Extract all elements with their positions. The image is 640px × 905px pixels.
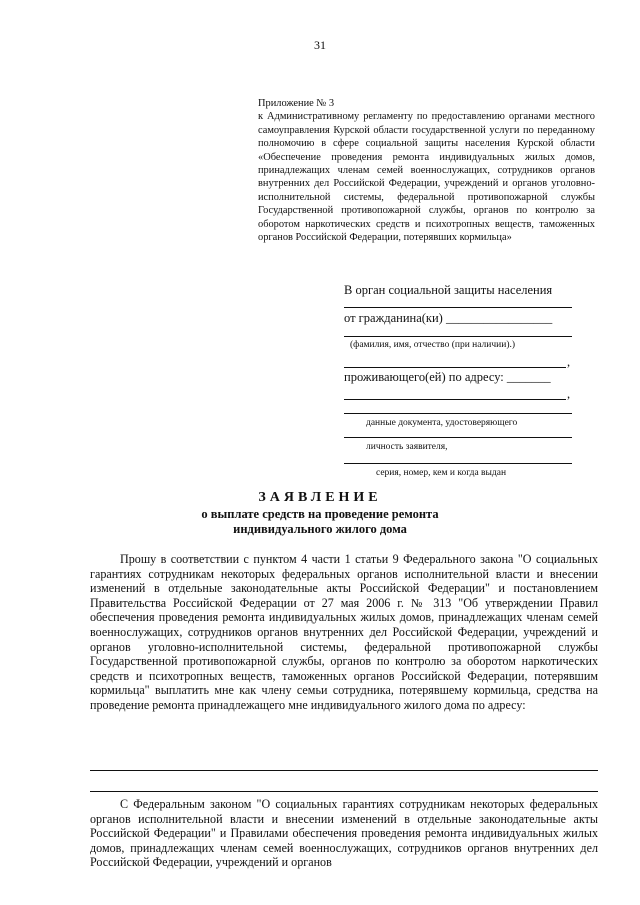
address-line-2[interactable]: [344, 413, 572, 414]
comma-1: ,: [567, 355, 571, 369]
document-line-1[interactable]: [344, 437, 572, 438]
appendix-block: [258, 97, 595, 244]
house-address-line-1[interactable]: [90, 770, 598, 771]
applicant-name-line[interactable]: [344, 336, 572, 337]
applicant-label: от гражданина(ки) _________________: [344, 311, 553, 325]
acknowledgement-text: С Федеральным законом "О социальных гарантиях сотрудникам некоторых федеральных органов исполнительной власти и внесении изменений в отдельные законодательные акты Российской Федерации" и Правилами обеспечения проведения ремонта индивидуальных жилых домов, принадлежащих членам семей военнослужащих, сотрудников органов внутренних дел Российской Федерации, учреждений и органов: [90, 797, 598, 870]
document-line-2[interactable]: [344, 463, 572, 464]
request-text: Прошу в соответствии с пунктом 4 части 1 статьи 9 Федерального закона "О социальных гарантиях сотрудникам некоторых федеральных органов исполнительной власти и внесении изменений в отдельные законодательные акты Российской Федерации" и постановлением Правительства Российской Федерации от 27 мая 2006 г. № 313 "Об утверждении Правил обеспечения проведения ремонта индивидуальных жилых домов, принадлежащих членам семей военнослужащих, сотрудников органов внутренних дел Российской Федерации, учреждений и органов уголовно-исполнительной системы, федеральной противопожарной службы Государственной противопожарной службы, органов по контролю за оборотом наркотических средств и психотропных веществ, таможенных органов Российской Федерации, потерявшим кормильца" выплатить мне как члену семьи сотрудника, потерявшему кормильца, средства на проведение ремонта принадлежащего мне индивидуального жилого дома по адресу:: [90, 552, 598, 712]
appendix-text: к Административному регламенту по предоставлению органами местного самоуправления Курской области государственной услуги по переданному полномочию в сфере социальной защиты населения Курской области «Обеспечение проведения ремонта индивидуальных жилых домов, принадлежащих членам семей военнослужащих, сотрудников органов внутренних дел Российской Федерации, учреждений и органов уголовно-исполнительной системы, федеральной противопожарной службы Государственной противопожарной службы, органов по контролю за оборотом наркотических средств и психотропных веществ, таможенных органов Российской Федерации, потерявших кормильца»: [258, 111, 595, 244]
recipient-line[interactable]: [344, 307, 572, 308]
comma-2: ,: [567, 387, 571, 401]
acknowledgement-paragraph: [90, 797, 598, 870]
statement-heading: [0, 489, 640, 537]
document-hint-1: данные документа, удостоверяющего: [366, 418, 518, 428]
residence-label: проживающего(ей) по адресу: _______: [344, 370, 551, 384]
house-address-line-2[interactable]: [90, 791, 598, 792]
request-paragraph: [90, 552, 598, 713]
page-number: 31: [314, 38, 326, 52]
address-line-1[interactable]: [344, 399, 566, 400]
statement-title: ЗАЯВЛЕНИЕ: [258, 490, 382, 505]
document-hint-2: личность заявителя,: [366, 442, 448, 452]
appendix-title: Приложение № 3: [258, 98, 335, 109]
statement-subtitle-1: о выплате средств на проведение ремонта: [201, 507, 439, 521]
statement-subtitle-2: индивидуального жилого дома: [233, 522, 407, 536]
fio-hint: (фамилия, имя, отчество (при наличии).): [350, 340, 516, 350]
document-hint-3: серия, номер, кем и когда выдан: [376, 468, 507, 478]
applicant-name-line-2[interactable]: [344, 367, 566, 368]
recipient-label: В орган социальной защиты населения: [344, 283, 553, 297]
